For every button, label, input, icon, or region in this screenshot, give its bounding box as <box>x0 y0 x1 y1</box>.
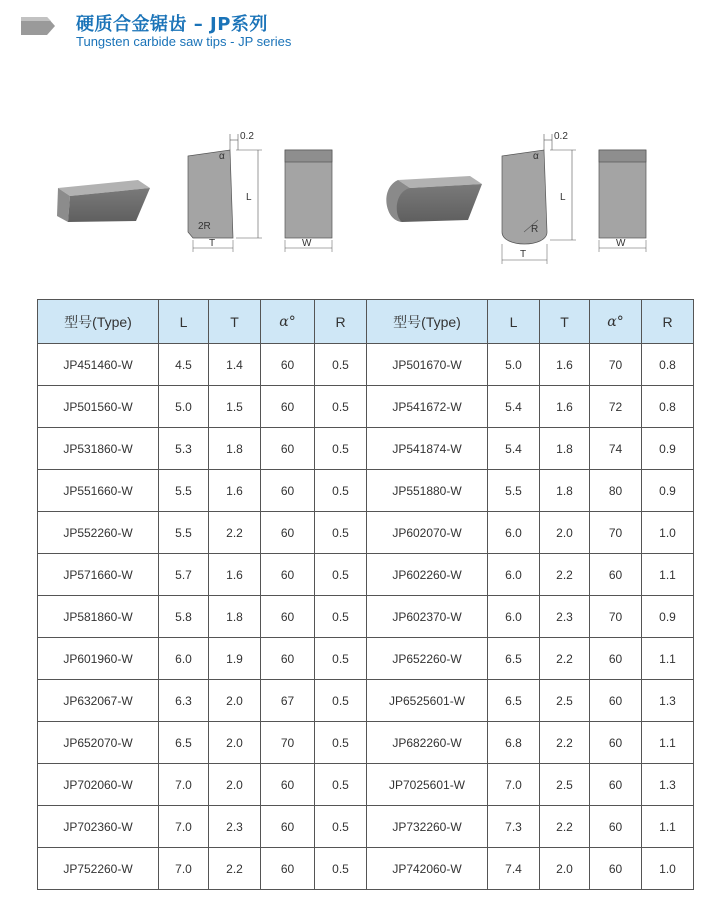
table-row <box>38 386 694 428</box>
value-cell: 0.9 <box>642 428 694 470</box>
value-cell: 7.4 <box>488 848 540 890</box>
spec-table <box>37 299 694 890</box>
table-body <box>38 344 694 890</box>
value-cell: 0.5 <box>315 764 367 806</box>
value-cell: 7.0 <box>159 806 209 848</box>
dim-l-label-right: L <box>560 192 566 203</box>
value-cell: 6.8 <box>488 722 540 764</box>
technical-drawings <box>0 120 712 270</box>
value-cell: 74 <box>590 428 642 470</box>
angle-label-right: α <box>533 151 539 162</box>
column-header: α° <box>590 300 642 344</box>
type-cell: JP501670-W <box>367 344 488 386</box>
column-header: L <box>159 300 209 344</box>
table-row <box>38 806 694 848</box>
table-row <box>38 344 694 386</box>
value-cell: 80 <box>590 470 642 512</box>
value-cell: 60 <box>261 638 315 680</box>
type-cell: JP652070-W <box>38 722 159 764</box>
front-view-left <box>285 150 332 252</box>
value-cell: 60 <box>261 386 315 428</box>
dim-t-label: T <box>209 238 216 249</box>
angle-label: α <box>219 151 225 162</box>
value-cell: 1.1 <box>642 638 694 680</box>
value-cell: 2.2 <box>540 806 590 848</box>
value-cell: 5.0 <box>488 344 540 386</box>
value-cell: 70 <box>590 512 642 554</box>
value-cell: 1.8 <box>209 596 261 638</box>
value-cell: 1.1 <box>642 722 694 764</box>
value-cell: 72 <box>590 386 642 428</box>
side-profile-left <box>188 131 262 252</box>
value-cell: 6.5 <box>488 638 540 680</box>
value-cell: 0.5 <box>315 596 367 638</box>
value-cell: 60 <box>261 470 315 512</box>
type-cell: JP742060-W <box>367 848 488 890</box>
value-cell: 2.2 <box>209 848 261 890</box>
column-header: L <box>488 300 540 344</box>
value-cell: 2.2 <box>209 512 261 554</box>
value-cell: 6.0 <box>159 638 209 680</box>
type-cell: JP501560-W <box>38 386 159 428</box>
value-cell: 60 <box>261 596 315 638</box>
dim-t-label-right: T <box>520 249 527 260</box>
value-cell: 5.7 <box>159 554 209 596</box>
value-cell: 1.8 <box>540 428 590 470</box>
dim-l-label: L <box>246 192 252 203</box>
value-cell: 1.4 <box>209 344 261 386</box>
saw-tip-3d-right <box>386 176 482 222</box>
dim-w-label: W <box>302 238 312 249</box>
saw-tip-3d-left <box>57 180 150 222</box>
value-cell: 2.3 <box>540 596 590 638</box>
value-cell: 1.0 <box>642 848 694 890</box>
type-cell: JP581860-W <box>38 596 159 638</box>
value-cell: 2.0 <box>540 848 590 890</box>
value-cell: 1.6 <box>540 344 590 386</box>
column-header: T <box>209 300 261 344</box>
value-cell: 70 <box>590 344 642 386</box>
value-cell: 2.5 <box>540 680 590 722</box>
dim-2r-label: 2R <box>198 221 211 232</box>
value-cell: 60 <box>590 848 642 890</box>
value-cell: 2.0 <box>209 722 261 764</box>
table-row <box>38 596 694 638</box>
value-cell: 0.5 <box>315 554 367 596</box>
value-cell: 0.9 <box>642 470 694 512</box>
table-row <box>38 848 694 890</box>
value-cell: 2.0 <box>540 512 590 554</box>
value-cell: 5.0 <box>159 386 209 428</box>
value-cell: 6.3 <box>159 680 209 722</box>
type-cell: JP632067-W <box>38 680 159 722</box>
value-cell: 60 <box>261 848 315 890</box>
type-cell: JP752260-W <box>38 848 159 890</box>
value-cell: 1.5 <box>209 386 261 428</box>
type-cell: JP732260-W <box>367 806 488 848</box>
value-cell: 60 <box>261 554 315 596</box>
value-cell: 5.3 <box>159 428 209 470</box>
value-cell: 1.6 <box>209 554 261 596</box>
type-cell: JP531860-W <box>38 428 159 470</box>
type-cell: JP571660-W <box>38 554 159 596</box>
type-cell: JP551660-W <box>38 470 159 512</box>
page-subtitle: Tungsten carbide saw tips - JP series <box>76 34 292 49</box>
value-cell: 4.5 <box>159 344 209 386</box>
value-cell: 2.3 <box>209 806 261 848</box>
value-cell: 1.6 <box>209 470 261 512</box>
table-row <box>38 638 694 680</box>
value-cell: 2.0 <box>209 680 261 722</box>
value-cell: 0.5 <box>315 344 367 386</box>
value-cell: 60 <box>590 764 642 806</box>
value-cell: 60 <box>590 722 642 764</box>
type-cell: JP702060-W <box>38 764 159 806</box>
value-cell: 1.8 <box>209 428 261 470</box>
value-cell: 1.1 <box>642 806 694 848</box>
type-cell: JP601960-W <box>38 638 159 680</box>
type-cell: JP682260-W <box>367 722 488 764</box>
type-cell: JP551880-W <box>367 470 488 512</box>
value-cell: 1.3 <box>642 764 694 806</box>
type-cell: JP451460-W <box>38 344 159 386</box>
type-cell: JP552260-W <box>38 512 159 554</box>
table-row <box>38 722 694 764</box>
value-cell: 70 <box>261 722 315 764</box>
column-header: α° <box>261 300 315 344</box>
value-cell: 1.3 <box>642 680 694 722</box>
value-cell: 1.9 <box>209 638 261 680</box>
value-cell: 5.4 <box>488 428 540 470</box>
value-cell: 7.0 <box>488 764 540 806</box>
type-cell: JP6525601-W <box>367 680 488 722</box>
dim-top-label-right: 0.2 <box>554 131 568 142</box>
dim-top-label: 0.2 <box>240 131 254 142</box>
value-cell: 6.0 <box>488 596 540 638</box>
table-header-row <box>38 300 694 344</box>
page-title: 硬质合金锯齿 – JP系列 <box>76 14 268 35</box>
column-header: R <box>315 300 367 344</box>
value-cell: 1.8 <box>540 470 590 512</box>
value-cell: 60 <box>261 806 315 848</box>
column-header: T <box>540 300 590 344</box>
value-cell: 1.6 <box>540 386 590 428</box>
value-cell: 2.0 <box>209 764 261 806</box>
value-cell: 7.0 <box>159 848 209 890</box>
type-cell: JP602260-W <box>367 554 488 596</box>
value-cell: 0.5 <box>315 638 367 680</box>
value-cell: 0.5 <box>315 722 367 764</box>
value-cell: 6.0 <box>488 554 540 596</box>
value-cell: 60 <box>590 680 642 722</box>
type-cell: JP541672-W <box>367 386 488 428</box>
table-row <box>38 554 694 596</box>
value-cell: 70 <box>590 596 642 638</box>
value-cell: 60 <box>261 428 315 470</box>
value-cell: 5.8 <box>159 596 209 638</box>
value-cell: 6.5 <box>488 680 540 722</box>
value-cell: 0.5 <box>315 512 367 554</box>
brand-mark-icon <box>21 14 55 36</box>
value-cell: 60 <box>261 512 315 554</box>
value-cell: 2.2 <box>540 554 590 596</box>
column-header: 型号(Type) <box>367 300 488 344</box>
value-cell: 0.9 <box>642 596 694 638</box>
value-cell: 60 <box>261 344 315 386</box>
column-header: R <box>642 300 694 344</box>
value-cell: 7.0 <box>159 764 209 806</box>
column-header: 型号(Type) <box>38 300 159 344</box>
value-cell: 0.5 <box>315 470 367 512</box>
type-cell: JP541874-W <box>367 428 488 470</box>
table-row <box>38 680 694 722</box>
value-cell: 2.2 <box>540 722 590 764</box>
value-cell: 60 <box>261 764 315 806</box>
type-cell: JP702360-W <box>38 806 159 848</box>
value-cell: 60 <box>590 554 642 596</box>
value-cell: 1.1 <box>642 554 694 596</box>
value-cell: 5.5 <box>488 470 540 512</box>
value-cell: 67 <box>261 680 315 722</box>
type-cell: JP652260-W <box>367 638 488 680</box>
table-row <box>38 764 694 806</box>
dim-r-label-right: R <box>531 224 539 235</box>
dim-w-label-right: W <box>616 238 626 249</box>
table-row <box>38 428 694 470</box>
value-cell: 60 <box>590 806 642 848</box>
value-cell: 0.5 <box>315 428 367 470</box>
value-cell: 0.5 <box>315 680 367 722</box>
value-cell: 0.5 <box>315 848 367 890</box>
type-cell: JP7025601-W <box>367 764 488 806</box>
value-cell: 5.5 <box>159 512 209 554</box>
value-cell: 6.5 <box>159 722 209 764</box>
table-row <box>38 512 694 554</box>
value-cell: 5.5 <box>159 470 209 512</box>
value-cell: 7.3 <box>488 806 540 848</box>
value-cell: 0.5 <box>315 806 367 848</box>
value-cell: 2.2 <box>540 638 590 680</box>
value-cell: 60 <box>590 638 642 680</box>
value-cell: 0.8 <box>642 386 694 428</box>
front-view-right <box>599 150 646 252</box>
type-cell: JP602370-W <box>367 596 488 638</box>
table-row <box>38 470 694 512</box>
value-cell: 2.5 <box>540 764 590 806</box>
value-cell: 0.5 <box>315 386 367 428</box>
side-profile-right <box>502 131 576 264</box>
value-cell: 0.8 <box>642 344 694 386</box>
value-cell: 6.0 <box>488 512 540 554</box>
value-cell: 1.0 <box>642 512 694 554</box>
value-cell: 5.4 <box>488 386 540 428</box>
type-cell: JP602070-W <box>367 512 488 554</box>
